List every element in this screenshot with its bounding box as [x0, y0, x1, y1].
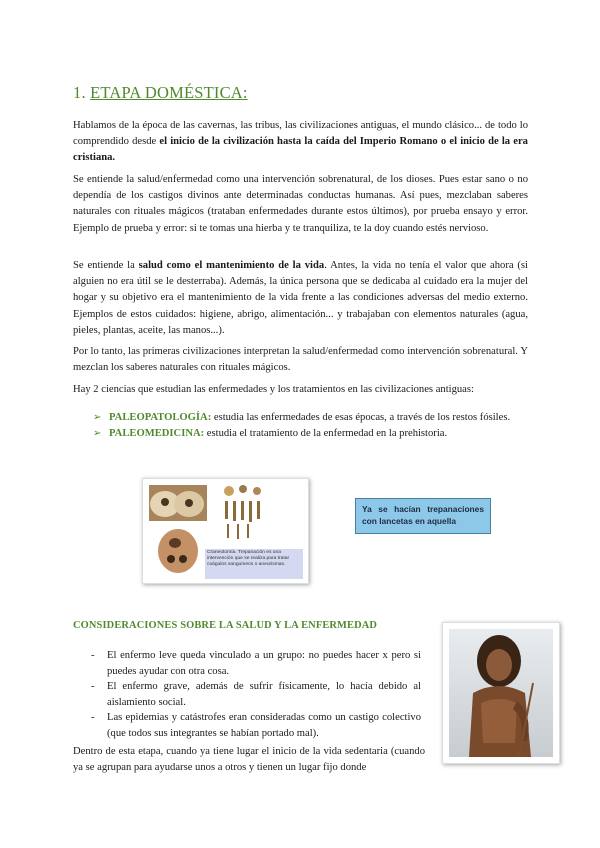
list-item — [93, 426, 528, 442]
trepanation-callout: Ya se hacían trepanaciones con lancetas en aquella — [355, 498, 491, 534]
figure-caption: Craneotomía. Trepanación es una intervención que se realiza para tratar coágulos sanguíneos o aneurismas. — [207, 550, 290, 567]
intro-text: Hablamos de la época de las cavernas, las tribus, las civilizaciones antiguas, el mundo clásico... de todo lo comprendido desde — [73, 120, 528, 148]
trepanation-image — [143, 479, 308, 583]
p3-text-c: . Antes, la vida no tenía el valor que ahora (si alguien no era útil se le desterraba). Además, la única persona que se dedicaba al cuidado era la mujer del hogar y su objetivo era el mantenimiento de la vida frente a las condiciones adversas del medio externo. Ejemplos de estos cuidados: higiene, abrigo, alimentación... y trabajaban con elementos naturales (agua, pieles, plantas, aceite, las manos...). — [73, 260, 528, 336]
dash-bullet: - — [91, 650, 95, 661]
paragraph-supernatural: Se entiende la salud/enfermedad como una intervención sobrenatural, de los dioses. Pues estar sano o no dependía de los castigos divinos ante determinadas conductas humanas. Así pues, mezclaban saberes naturales con rituales mágicos (trataban enfermedades durante estos últimos), por prueba ensayo y error. Ejemplo de prueba y error: si te tomas una hierba y te tranquiliza, te la doy cuando estés nervioso. — [73, 174, 528, 234]
sciences-list — [93, 410, 528, 441]
heading-colon: : — [242, 83, 248, 102]
list-item — [73, 679, 421, 710]
list-item — [73, 648, 421, 679]
considerations-heading: CONSIDERACIONES SOBRE LA SALUD Y LA ENFERMEDAD — [73, 620, 378, 631]
dash-bullet: - — [91, 681, 95, 692]
section-heading — [73, 83, 248, 103]
paragraph-intro — [73, 118, 528, 167]
arrow-bullet-icon: ➢ — [93, 427, 102, 439]
science-term: PALEOPATOLOGÍA: — [109, 412, 212, 423]
consideration-text: El enfermo leve queda vinculado a un grupo: no puedes hacer x pero si puedes ayudar con otra cosa. — [107, 650, 421, 677]
heading-title: ETAPA DOMÉSTICA — [90, 83, 243, 102]
list-item — [93, 410, 528, 426]
consideration-text: Las epidemias y catástrofes eran consideradas como un castigo colectivo (que todos sus integrantes se habían portado mal). — [107, 712, 421, 739]
prehistoric-man-image — [443, 623, 559, 763]
list-item — [73, 710, 421, 741]
dash-bullet: - — [91, 712, 95, 723]
p3-text-a: Se entiende la — [73, 260, 139, 271]
trepanation-figure — [142, 478, 309, 584]
paragraph-sciences-intro: Hay 2 ciencias que estudian las enfermedades y los tratamientos en las civilizaciones antiguas: — [73, 384, 474, 395]
considerations-list — [73, 648, 421, 741]
science-term: PALEOMEDICINA: — [109, 427, 205, 439]
arrow-bullet-icon: ➢ — [93, 412, 102, 423]
p3-bold: salud como el mantenimiento de la vida — [138, 260, 325, 271]
science-desc: estudia las enfermedades de esas épocas, a través de los restos fósiles. — [211, 412, 511, 423]
paragraph-sedentary: Dentro de esta etapa, cuando ya tiene lugar el inicio de la vida sedentaria (cuando ya se agrupan para ayudarse unos a otros y tienen un lugar fijo donde — [73, 746, 425, 774]
consideration-text: El enfermo grave, además de sufrir físicamente, lo hacía debido al aislamiento social. — [107, 681, 421, 708]
prehistoric-man-photo — [442, 622, 560, 764]
paragraph-life-maintenance — [73, 258, 528, 339]
science-desc: estudia el tratamiento de la enfermedad en la prehistoria. — [204, 427, 448, 439]
heading-number: 1. — [73, 83, 86, 102]
paragraph-conclusion: Por lo tanto, las primeras civilizaciones interpretan la salud/enfermedad como intervención sobrenatural. Y mezclan los saberes naturales con rituales mágicos. — [73, 346, 528, 374]
intro-bold: el inicio de la civilización hasta la caída del Imperio Romano o el inicio de la era cristiana. — [73, 136, 528, 164]
